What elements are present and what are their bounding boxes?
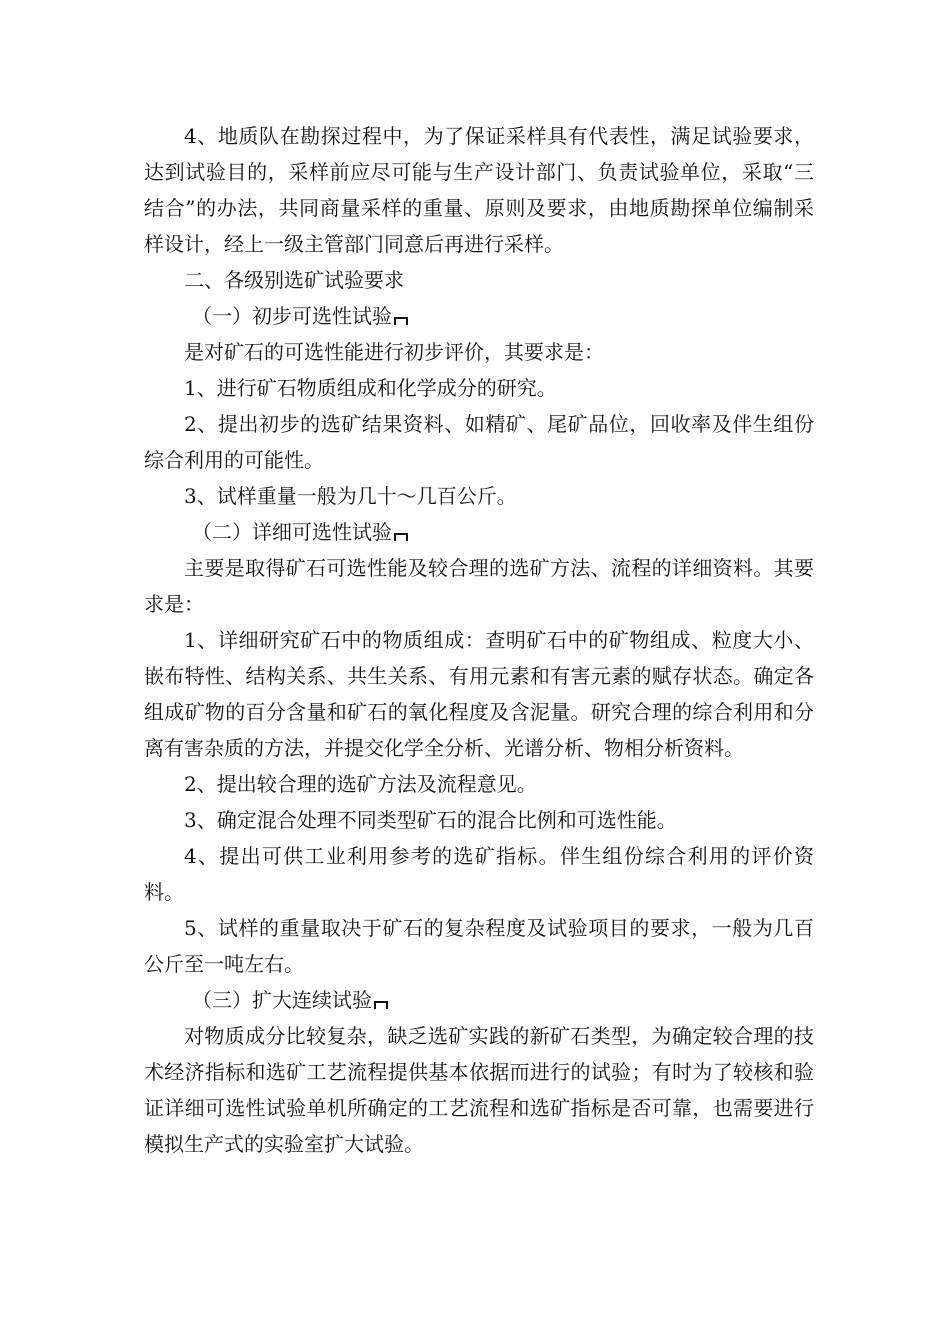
document-body (144, 118, 814, 1162)
subheading-text: （一）初步可选性试验 (192, 304, 392, 328)
paragraph-preliminary-intro: 是对矿石的可选性能进行初步评价，其要求是： (184, 340, 604, 364)
list-item-preliminary-2: 2、提出初步的选矿结果资料、如精矿、尾矿品位，回收率及伴生组份综合利用的可能性。 (144, 412, 814, 472)
list-item-preliminary-3: 3、试样重量一般为几十～几百公斤。 (184, 484, 517, 508)
heading-mark-icon (394, 533, 408, 541)
paragraph-expanded-intro: 对物质成分比较复杂，缺乏选矿实践的新矿石类型，为确定较合理的技术经济指标和选矿工艺流程提供基本依据而进行的试验；有时为了较核和验证详细可选性试验单机所确定的工艺流程和选矿指标是否可靠，也需要进行模拟生产式的实验室扩大试验。 (144, 1024, 814, 1156)
paragraph-sampling-item-4: 4、地质队在勘探过程中，为了保证采样具有代表性，满足试验要求，达到试验目的，采样前应尽可能与生产设计部门、负责试验单位，采取“三结合”的办法，共同商量采样的重量、原则及要求，由地质勘探单位编制采样设计，经上一级主管部门同意后再进行采样。 (144, 124, 814, 256)
subheading-expanded-test (144, 982, 814, 1018)
heading-mark-icon (374, 1001, 388, 1009)
list-item-preliminary-1: 1、进行矿石物质组成和化学成分的研究。 (184, 376, 557, 400)
list-item-detailed-2: 2、提出较合理的选矿方法及流程意见。 (184, 772, 537, 796)
subheading-text: （三）扩大连续试验 (192, 988, 372, 1012)
heading-mark-icon (394, 317, 408, 325)
list-item-detailed-5: 5、试样的重量取决于矿石的复杂程度及试验项目的要求，一般为几百公斤至一吨左右。 (144, 916, 814, 976)
list-item-detailed-3: 3、确定混合处理不同类型矿石的混合比例和可选性能。 (184, 808, 677, 832)
paragraph-detailed-intro: 主要是取得矿石可选性能及较合理的选矿方法、流程的详细资料。其要求是： (144, 556, 814, 616)
list-item-detailed-1: 1、详细研究矿石中的物质组成：查明矿石中的矿物组成、粒度大小、嵌布特性、结构关系、共生关系、有用元素和有害元素的赋存状态。确定各组成矿物的百分含量和矿石的氧化程度及含泥量。研究合理的综合利用和分离有害杂质的方法，并提交化学全分析、光谱分析、物相分析资料。 (144, 628, 814, 760)
subheading-detailed-test (144, 514, 814, 550)
subheading-preliminary-test (144, 298, 814, 334)
list-item-detailed-4: 4、提出可供工业利用参考的选矿指标。伴生组份综合利用的评价资料。 (144, 844, 814, 904)
subheading-text: （二）详细可选性试验 (192, 520, 392, 544)
section-heading-test-requirements: 二、各级别选矿试验要求 (184, 268, 404, 292)
